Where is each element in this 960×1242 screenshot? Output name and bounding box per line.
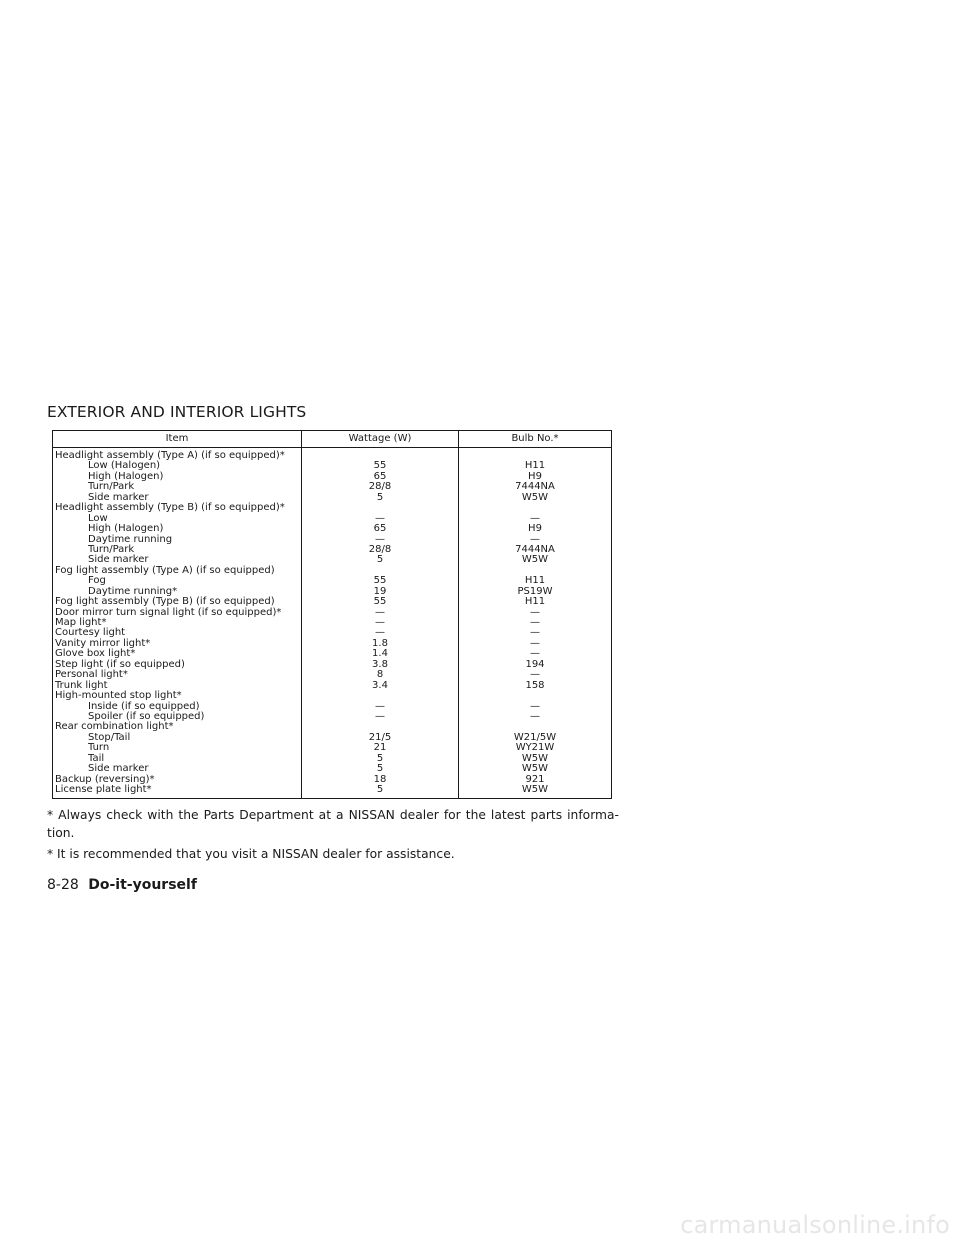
- wattage-cell: 28/8: [368, 481, 392, 493]
- bulb-number-cell: —: [530, 637, 540, 649]
- wattage-cell: 5: [376, 784, 384, 795]
- wattage-cell: —: [375, 710, 385, 722]
- bulb-number-cell: H9: [528, 523, 542, 535]
- wattage-cell: —: [375, 700, 385, 712]
- item-cell: Map light*: [55, 617, 107, 628]
- item-cell: Trunk light: [55, 679, 108, 691]
- bulb-number-cell: W5W: [521, 763, 549, 775]
- item-cell: High (Halogen): [88, 470, 164, 482]
- wattage-cell: 5: [376, 491, 384, 503]
- table-body-row: [53, 448, 612, 799]
- item-cell: Daytime running: [88, 533, 173, 545]
- page-number: 8-28: [47, 877, 79, 893]
- bulb-specification-table: [52, 430, 612, 799]
- wattage-cell: 3.4: [372, 679, 388, 691]
- bulb-number-cell: 7444NA: [515, 481, 555, 493]
- wattage-cell: 55: [373, 575, 387, 587]
- header-bulb-number: Bulb No.*: [459, 431, 612, 448]
- footnote-parts-department: * Always check with the Parts Department at a NISSAN dealer for the latest parts informa-tion.: [47, 808, 619, 840]
- bulb-number-cell: H11: [524, 596, 546, 608]
- bulb-number-column: [459, 448, 612, 799]
- header-wattage: Wattage (W): [302, 431, 459, 448]
- item-cell: Daytime running*: [88, 585, 178, 597]
- bulb-number-cell: 158: [525, 679, 545, 691]
- wattage-cell: 65: [373, 523, 387, 535]
- wattage-cell: 19: [373, 585, 387, 597]
- bulb-number-cell: —: [530, 648, 540, 660]
- item-cell: Fog light assembly (Type A) (if so equipped): [55, 564, 275, 576]
- wattage-cell: 55: [373, 460, 387, 472]
- bulb-number-cell: H11: [524, 575, 546, 587]
- item-column: [53, 448, 302, 799]
- item-cell: Rear combination light*: [55, 721, 174, 733]
- item-cell: Low: [88, 512, 108, 524]
- item-cell: Side marker: [88, 554, 149, 566]
- item-cell: Backup (reversing)*: [55, 773, 155, 785]
- wattage-cell: 28/8: [368, 543, 392, 555]
- item-cell: Glove box light*: [55, 648, 136, 660]
- item-cell: Turn/Park: [88, 543, 135, 555]
- bulb-number-cell: H11: [524, 460, 546, 472]
- wattage-column: [302, 448, 459, 799]
- bulb-number-cell: 921: [525, 773, 545, 785]
- bulb-number-cell: H9: [528, 470, 542, 482]
- wattage-cell: 55: [373, 596, 387, 608]
- item-cell: Spoiler (if so equipped): [88, 710, 205, 722]
- wattage-cell: 3.8: [372, 658, 388, 670]
- bulb-number-cell: 194: [525, 658, 545, 670]
- wattage-cell: 5: [376, 752, 384, 764]
- wattage-cell: 21/5: [368, 731, 392, 743]
- bulb-number-cell: —: [530, 617, 540, 628]
- wattage-cell: —: [375, 627, 385, 639]
- table-header-row: [53, 431, 612, 448]
- item-cell: Inside (if so equipped): [88, 700, 200, 712]
- bulb-number-cell: W21/5W: [513, 731, 557, 743]
- bulb-number-cell: —: [530, 669, 540, 681]
- item-cell: Turn/Park: [88, 481, 135, 493]
- header-item: Item: [53, 431, 302, 448]
- item-cell: Step light (if so equipped): [55, 658, 185, 670]
- bulb-number-cell: —: [530, 700, 540, 712]
- wattage-cell: 8: [376, 669, 384, 681]
- wattage-cell: 21: [373, 742, 387, 754]
- bulb-number-cell: W5W: [521, 784, 549, 795]
- wattage-cell: [302, 691, 458, 701]
- wattage-cell: —: [375, 512, 385, 524]
- wattage-cell: —: [375, 606, 385, 618]
- section-title: EXTERIOR AND INTERIOR LIGHTS: [47, 403, 307, 421]
- item-cell: Headlight assembly (Type B) (if so equipped)*: [55, 502, 285, 514]
- bulb-number-cell: 7444NA: [515, 543, 555, 555]
- item-cell: Stop/Tail: [88, 731, 131, 743]
- item-cell: Turn: [88, 742, 110, 754]
- bulb-number-cell: W5W: [521, 554, 549, 566]
- bulb-number-cell: [459, 691, 611, 701]
- bulb-number-cell: —: [530, 512, 540, 524]
- wattage-cell: 5: [376, 554, 384, 566]
- chapter-name: Do-it-yourself: [88, 877, 197, 893]
- wattage-cell: 18: [373, 773, 387, 785]
- item-cell: Vanity mirror light*: [55, 637, 151, 649]
- bulb-number-cell: W5W: [521, 491, 549, 503]
- item-cell: Tail: [88, 752, 105, 764]
- bulb-number-cell: WY21W: [515, 742, 555, 754]
- wattage-cell: —: [375, 617, 385, 628]
- bulb-number-cell: —: [530, 533, 540, 545]
- item-cell: Headlight assembly (Type A) (if so equipped)*: [55, 450, 285, 461]
- item-cell: Door mirror turn signal light (if so equipped)*: [55, 606, 282, 618]
- bulb-number-cell: —: [530, 606, 540, 618]
- item-cell: High (Halogen): [88, 523, 164, 535]
- bulb-number-cell: PS19W: [517, 585, 553, 597]
- item-cell: Side marker: [88, 491, 149, 503]
- item-cell: Fog: [88, 575, 106, 587]
- bulb-number-cell: W5W: [521, 752, 549, 764]
- wattage-cell: 65: [373, 470, 387, 482]
- item-cell: License plate light*: [55, 784, 152, 795]
- bulb-number-cell: —: [530, 627, 540, 639]
- wattage-cell: 1.4: [372, 648, 388, 660]
- wattage-cell: 1.8: [372, 637, 388, 649]
- wattage-cell: —: [375, 533, 385, 545]
- footnote-dealer-assistance: * It is recommended that you visit a NISSAN dealer for assistance.: [47, 847, 455, 861]
- page-footer: [47, 877, 197, 893]
- item-cell: Side marker: [88, 763, 149, 775]
- item-cell: Low (Halogen): [88, 460, 161, 472]
- item-cell: High-mounted stop light*: [55, 690, 182, 702]
- wattage-cell: 5: [376, 763, 384, 775]
- item-cell: Fog light assembly (Type B) (if so equipped): [55, 596, 275, 608]
- bulb-number-cell: —: [530, 710, 540, 722]
- item-cell: Personal light*: [55, 669, 128, 681]
- watermark: carmanualsonline.info: [680, 1211, 950, 1239]
- item-cell: Courtesy light: [55, 627, 126, 639]
